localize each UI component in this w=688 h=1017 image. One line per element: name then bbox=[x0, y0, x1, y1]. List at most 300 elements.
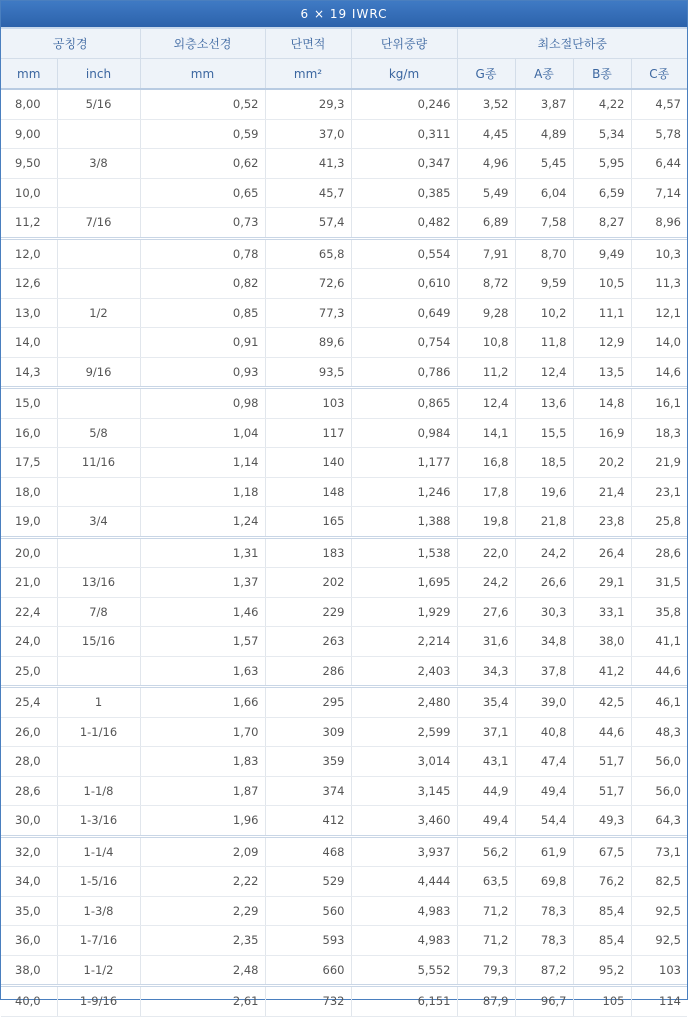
cell-grade-b: 26,4 bbox=[573, 537, 631, 568]
cell-unit-weight: 2,214 bbox=[351, 627, 457, 657]
cell-mm: 20,0 bbox=[1, 537, 57, 568]
cell-section-area: 72,6 bbox=[265, 269, 351, 299]
cell-grade-a: 47,4 bbox=[515, 747, 573, 777]
cell-inch: 1-9/16 bbox=[57, 986, 140, 1017]
table-row bbox=[1, 388, 687, 419]
cell-unit-weight: 2,480 bbox=[351, 687, 457, 718]
cell-inch: 1-3/16 bbox=[57, 806, 140, 837]
cell-inch: 15/16 bbox=[57, 627, 140, 657]
cell-mm: 12,6 bbox=[1, 269, 57, 299]
cell-grade-g: 17,8 bbox=[457, 477, 515, 507]
table-row bbox=[1, 627, 687, 657]
cell-inch bbox=[57, 119, 140, 149]
cell-grade-c: 82,5 bbox=[631, 867, 687, 897]
cell-mm: 24,0 bbox=[1, 627, 57, 657]
cell-grade-b: 67,5 bbox=[573, 836, 631, 867]
table-row bbox=[1, 986, 687, 1017]
cell-section-area: 560 bbox=[265, 896, 351, 926]
cell-grade-a: 11,8 bbox=[515, 328, 573, 358]
table-row bbox=[1, 298, 687, 328]
cell-grade-a: 37,8 bbox=[515, 656, 573, 687]
cell-unit-weight: 1,695 bbox=[351, 568, 457, 598]
cell-unit-weight: 2,599 bbox=[351, 717, 457, 747]
cell-mm: 35,0 bbox=[1, 896, 57, 926]
header-section-area: 단면적 bbox=[265, 29, 351, 59]
cell-grade-a: 78,3 bbox=[515, 896, 573, 926]
cell-grade-g: 16,8 bbox=[457, 448, 515, 478]
cell-grade-b: 13,5 bbox=[573, 357, 631, 388]
unit-area: mm² bbox=[265, 59, 351, 90]
table-row bbox=[1, 448, 687, 478]
unit-wire-mm: mm bbox=[140, 59, 265, 90]
cell-mm: 11,2 bbox=[1, 208, 57, 239]
cell-wire-diameter: 0,91 bbox=[140, 328, 265, 358]
cell-grade-c: 48,3 bbox=[631, 717, 687, 747]
cell-section-area: 37,0 bbox=[265, 119, 351, 149]
cell-mm: 25,0 bbox=[1, 656, 57, 687]
cell-grade-b: 85,4 bbox=[573, 896, 631, 926]
cell-wire-diameter: 1,18 bbox=[140, 477, 265, 507]
cell-grade-a: 5,45 bbox=[515, 149, 573, 179]
cell-section-area: 295 bbox=[265, 687, 351, 718]
cell-mm: 19,0 bbox=[1, 507, 57, 538]
cell-wire-diameter: 1,37 bbox=[140, 568, 265, 598]
cell-wire-diameter: 0,73 bbox=[140, 208, 265, 239]
cell-grade-c: 114 bbox=[631, 986, 687, 1017]
cell-grade-g: 8,72 bbox=[457, 269, 515, 299]
cell-grade-a: 69,8 bbox=[515, 867, 573, 897]
cell-section-area: 732 bbox=[265, 986, 351, 1017]
cell-wire-diameter: 0,93 bbox=[140, 357, 265, 388]
cell-section-area: 468 bbox=[265, 836, 351, 867]
cell-wire-diameter: 0,85 bbox=[140, 298, 265, 328]
cell-unit-weight: 0,246 bbox=[351, 89, 457, 119]
table-row bbox=[1, 597, 687, 627]
unit-grade-g: G종 bbox=[457, 59, 515, 90]
cell-grade-c: 12,1 bbox=[631, 298, 687, 328]
cell-grade-a: 26,6 bbox=[515, 568, 573, 598]
cell-grade-g: 56,2 bbox=[457, 836, 515, 867]
cell-wire-diameter: 0,59 bbox=[140, 119, 265, 149]
cell-grade-b: 11,1 bbox=[573, 298, 631, 328]
cell-grade-c: 14,6 bbox=[631, 357, 687, 388]
cell-section-area: 65,8 bbox=[265, 238, 351, 269]
cell-section-area: 77,3 bbox=[265, 298, 351, 328]
cell-mm: 32,0 bbox=[1, 836, 57, 867]
table-row bbox=[1, 208, 687, 239]
cell-grade-c: 41,1 bbox=[631, 627, 687, 657]
cell-grade-g: 9,28 bbox=[457, 298, 515, 328]
unit-mm: mm bbox=[1, 59, 57, 90]
cell-grade-c: 16,1 bbox=[631, 388, 687, 419]
cell-inch: 7/16 bbox=[57, 208, 140, 239]
cell-wire-diameter: 1,31 bbox=[140, 537, 265, 568]
cell-grade-b: 41,2 bbox=[573, 656, 631, 687]
cell-grade-b: 14,8 bbox=[573, 388, 631, 419]
cell-section-area: 117 bbox=[265, 418, 351, 448]
cell-inch: 1-1/2 bbox=[57, 955, 140, 986]
cell-section-area: 165 bbox=[265, 507, 351, 538]
cell-section-area: 359 bbox=[265, 747, 351, 777]
cell-section-area: 93,5 bbox=[265, 357, 351, 388]
cell-inch: 1-1/8 bbox=[57, 776, 140, 806]
cell-inch: 1-5/16 bbox=[57, 867, 140, 897]
cell-grade-g: 14,1 bbox=[457, 418, 515, 448]
cell-grade-g: 24,2 bbox=[457, 568, 515, 598]
cell-grade-g: 35,4 bbox=[457, 687, 515, 718]
cell-unit-weight: 2,403 bbox=[351, 656, 457, 687]
cell-grade-c: 11,3 bbox=[631, 269, 687, 299]
table-row bbox=[1, 747, 687, 777]
cell-section-area: 183 bbox=[265, 537, 351, 568]
cell-grade-g: 7,91 bbox=[457, 238, 515, 269]
table-row bbox=[1, 89, 687, 119]
cell-mm: 34,0 bbox=[1, 867, 57, 897]
cell-grade-a: 21,8 bbox=[515, 507, 573, 538]
cell-inch: 1-1/4 bbox=[57, 836, 140, 867]
cell-grade-a: 54,4 bbox=[515, 806, 573, 837]
table-title: 6 × 19 IWRC bbox=[1, 1, 687, 29]
cell-inch: 1-3/8 bbox=[57, 896, 140, 926]
cell-wire-diameter: 2,09 bbox=[140, 836, 265, 867]
table-row bbox=[1, 418, 687, 448]
cell-wire-diameter: 1,57 bbox=[140, 627, 265, 657]
cell-unit-weight: 1,388 bbox=[351, 507, 457, 538]
cell-wire-diameter: 1,14 bbox=[140, 448, 265, 478]
cell-unit-weight: 5,552 bbox=[351, 955, 457, 986]
cell-grade-b: 105 bbox=[573, 986, 631, 1017]
cell-grade-a: 10,2 bbox=[515, 298, 573, 328]
table-row bbox=[1, 119, 687, 149]
cell-grade-b: 44,6 bbox=[573, 717, 631, 747]
cell-unit-weight: 3,937 bbox=[351, 836, 457, 867]
cell-section-area: 374 bbox=[265, 776, 351, 806]
cell-wire-diameter: 1,63 bbox=[140, 656, 265, 687]
cell-unit-weight: 0,754 bbox=[351, 328, 457, 358]
cell-mm: 8,00 bbox=[1, 89, 57, 119]
cell-grade-a: 24,2 bbox=[515, 537, 573, 568]
cell-wire-diameter: 1,96 bbox=[140, 806, 265, 837]
cell-grade-b: 8,27 bbox=[573, 208, 631, 239]
cell-grade-a: 6,04 bbox=[515, 178, 573, 208]
cell-section-area: 263 bbox=[265, 627, 351, 657]
table-row bbox=[1, 867, 687, 897]
table-row bbox=[1, 328, 687, 358]
cell-grade-c: 8,96 bbox=[631, 208, 687, 239]
cell-grade-c: 31,5 bbox=[631, 568, 687, 598]
table-row bbox=[1, 656, 687, 687]
cell-grade-b: 42,5 bbox=[573, 687, 631, 718]
cell-grade-g: 3,52 bbox=[457, 89, 515, 119]
cell-section-area: 89,6 bbox=[265, 328, 351, 358]
cell-grade-c: 92,5 bbox=[631, 926, 687, 956]
cell-grade-c: 23,1 bbox=[631, 477, 687, 507]
cell-mm: 10,0 bbox=[1, 178, 57, 208]
cell-grade-c: 92,5 bbox=[631, 896, 687, 926]
cell-grade-c: 21,9 bbox=[631, 448, 687, 478]
cell-inch: 3/4 bbox=[57, 507, 140, 538]
cell-mm: 14,0 bbox=[1, 328, 57, 358]
cell-grade-c: 56,0 bbox=[631, 747, 687, 777]
cell-grade-a: 18,5 bbox=[515, 448, 573, 478]
cell-grade-b: 76,2 bbox=[573, 867, 631, 897]
cell-unit-weight: 3,145 bbox=[351, 776, 457, 806]
table-row bbox=[1, 717, 687, 747]
cell-grade-b: 16,9 bbox=[573, 418, 631, 448]
cell-mm: 9,00 bbox=[1, 119, 57, 149]
cell-grade-b: 21,4 bbox=[573, 477, 631, 507]
table-row bbox=[1, 269, 687, 299]
table-body bbox=[1, 89, 687, 1016]
cell-grade-b: 12,9 bbox=[573, 328, 631, 358]
cell-inch: 13/16 bbox=[57, 568, 140, 598]
cell-grade-a: 4,89 bbox=[515, 119, 573, 149]
cell-mm: 26,0 bbox=[1, 717, 57, 747]
cell-wire-diameter: 2,35 bbox=[140, 926, 265, 956]
wire-rope-spec-table bbox=[1, 29, 687, 1017]
cell-wire-diameter: 1,83 bbox=[140, 747, 265, 777]
cell-grade-c: 10,3 bbox=[631, 238, 687, 269]
cell-unit-weight: 4,444 bbox=[351, 867, 457, 897]
cell-grade-g: 19,8 bbox=[457, 507, 515, 538]
cell-section-area: 202 bbox=[265, 568, 351, 598]
cell-section-area: 660 bbox=[265, 955, 351, 986]
cell-wire-diameter: 1,70 bbox=[140, 717, 265, 747]
cell-inch bbox=[57, 238, 140, 269]
table-row bbox=[1, 926, 687, 956]
cell-mm: 21,0 bbox=[1, 568, 57, 598]
table-row bbox=[1, 687, 687, 718]
cell-inch bbox=[57, 747, 140, 777]
cell-wire-diameter: 0,62 bbox=[140, 149, 265, 179]
cell-grade-g: 12,4 bbox=[457, 388, 515, 419]
cell-inch: 5/8 bbox=[57, 418, 140, 448]
table-row bbox=[1, 568, 687, 598]
cell-grade-a: 9,59 bbox=[515, 269, 573, 299]
cell-section-area: 29,3 bbox=[265, 89, 351, 119]
unit-weight: kg/m bbox=[351, 59, 457, 90]
cell-grade-b: 51,7 bbox=[573, 747, 631, 777]
cell-grade-b: 51,7 bbox=[573, 776, 631, 806]
cell-section-area: 41,3 bbox=[265, 149, 351, 179]
cell-grade-c: 14,0 bbox=[631, 328, 687, 358]
cell-wire-diameter: 1,66 bbox=[140, 687, 265, 718]
cell-inch: 1-7/16 bbox=[57, 926, 140, 956]
cell-mm: 16,0 bbox=[1, 418, 57, 448]
cell-mm: 38,0 bbox=[1, 955, 57, 986]
cell-inch bbox=[57, 477, 140, 507]
cell-grade-a: 87,2 bbox=[515, 955, 573, 986]
cell-grade-g: 31,6 bbox=[457, 627, 515, 657]
table-row bbox=[1, 896, 687, 926]
cell-unit-weight: 4,983 bbox=[351, 896, 457, 926]
cell-wire-diameter: 1,87 bbox=[140, 776, 265, 806]
cell-grade-a: 96,7 bbox=[515, 986, 573, 1017]
cell-inch: 9/16 bbox=[57, 357, 140, 388]
cell-inch bbox=[57, 269, 140, 299]
cell-grade-b: 33,1 bbox=[573, 597, 631, 627]
cell-mm: 15,0 bbox=[1, 388, 57, 419]
cell-wire-diameter: 1,04 bbox=[140, 418, 265, 448]
table-row bbox=[1, 238, 687, 269]
cell-unit-weight: 0,649 bbox=[351, 298, 457, 328]
cell-grade-c: 73,1 bbox=[631, 836, 687, 867]
cell-unit-weight: 0,865 bbox=[351, 388, 457, 419]
cell-grade-b: 20,2 bbox=[573, 448, 631, 478]
cell-wire-diameter: 1,24 bbox=[140, 507, 265, 538]
table-row bbox=[1, 955, 687, 986]
cell-grade-g: 34,3 bbox=[457, 656, 515, 687]
cell-grade-c: 103 bbox=[631, 955, 687, 986]
unit-grade-c: C종 bbox=[631, 59, 687, 90]
cell-grade-g: 87,9 bbox=[457, 986, 515, 1017]
table-row bbox=[1, 806, 687, 837]
cell-wire-diameter: 0,82 bbox=[140, 269, 265, 299]
cell-wire-diameter: 0,65 bbox=[140, 178, 265, 208]
cell-grade-c: 46,1 bbox=[631, 687, 687, 718]
cell-mm: 36,0 bbox=[1, 926, 57, 956]
cell-mm: 25,4 bbox=[1, 687, 57, 718]
cell-grade-c: 5,78 bbox=[631, 119, 687, 149]
cell-section-area: 229 bbox=[265, 597, 351, 627]
cell-grade-a: 19,6 bbox=[515, 477, 573, 507]
cell-section-area: 529 bbox=[265, 867, 351, 897]
cell-grade-b: 29,1 bbox=[573, 568, 631, 598]
header-min-breaking-load: 최소절단하중 bbox=[457, 29, 687, 59]
cell-grade-a: 8,70 bbox=[515, 238, 573, 269]
cell-grade-g: 71,2 bbox=[457, 926, 515, 956]
cell-grade-g: 44,9 bbox=[457, 776, 515, 806]
unit-grade-a: A종 bbox=[515, 59, 573, 90]
cell-unit-weight: 3,014 bbox=[351, 747, 457, 777]
cell-grade-a: 49,4 bbox=[515, 776, 573, 806]
table-row bbox=[1, 537, 687, 568]
cell-grade-a: 30,3 bbox=[515, 597, 573, 627]
cell-wire-diameter: 2,22 bbox=[140, 867, 265, 897]
cell-inch bbox=[57, 537, 140, 568]
cell-grade-a: 78,3 bbox=[515, 926, 573, 956]
header-outer-wire-diameter: 외층소선경 bbox=[140, 29, 265, 59]
cell-grade-g: 5,49 bbox=[457, 178, 515, 208]
cell-section-area: 309 bbox=[265, 717, 351, 747]
table-row bbox=[1, 776, 687, 806]
cell-grade-a: 34,8 bbox=[515, 627, 573, 657]
cell-unit-weight: 0,385 bbox=[351, 178, 457, 208]
cell-inch: 11/16 bbox=[57, 448, 140, 478]
cell-grade-g: 22,0 bbox=[457, 537, 515, 568]
cell-section-area: 412 bbox=[265, 806, 351, 837]
cell-grade-a: 12,4 bbox=[515, 357, 573, 388]
cell-unit-weight: 4,983 bbox=[351, 926, 457, 956]
table-row bbox=[1, 477, 687, 507]
cell-grade-g: 79,3 bbox=[457, 955, 515, 986]
cell-mm: 18,0 bbox=[1, 477, 57, 507]
cell-grade-g: 43,1 bbox=[457, 747, 515, 777]
cell-grade-a: 39,0 bbox=[515, 687, 573, 718]
cell-unit-weight: 1,246 bbox=[351, 477, 457, 507]
cell-grade-a: 7,58 bbox=[515, 208, 573, 239]
cell-mm: 9,50 bbox=[1, 149, 57, 179]
cell-wire-diameter: 0,52 bbox=[140, 89, 265, 119]
unit-grade-b: B종 bbox=[573, 59, 631, 90]
cell-section-area: 45,7 bbox=[265, 178, 351, 208]
cell-grade-g: 6,89 bbox=[457, 208, 515, 239]
cell-unit-weight: 3,460 bbox=[351, 806, 457, 837]
cell-wire-diameter: 0,78 bbox=[140, 238, 265, 269]
cell-wire-diameter: 1,46 bbox=[140, 597, 265, 627]
cell-wire-diameter: 0,98 bbox=[140, 388, 265, 419]
cell-grade-g: 27,6 bbox=[457, 597, 515, 627]
cell-grade-b: 85,4 bbox=[573, 926, 631, 956]
cell-grade-g: 63,5 bbox=[457, 867, 515, 897]
cell-mm: 30,0 bbox=[1, 806, 57, 837]
table-row bbox=[1, 357, 687, 388]
cell-grade-c: 18,3 bbox=[631, 418, 687, 448]
cell-grade-g: 10,8 bbox=[457, 328, 515, 358]
cell-unit-weight: 0,347 bbox=[351, 149, 457, 179]
cell-inch: 1 bbox=[57, 687, 140, 718]
table-row bbox=[1, 149, 687, 179]
cell-inch: 1-1/16 bbox=[57, 717, 140, 747]
cell-grade-b: 38,0 bbox=[573, 627, 631, 657]
unit-inch: inch bbox=[57, 59, 140, 90]
cell-grade-b: 95,2 bbox=[573, 955, 631, 986]
cell-grade-b: 49,3 bbox=[573, 806, 631, 837]
cell-grade-a: 3,87 bbox=[515, 89, 573, 119]
cell-mm: 12,0 bbox=[1, 238, 57, 269]
header-unit-weight: 단위중량 bbox=[351, 29, 457, 59]
cell-mm: 22,4 bbox=[1, 597, 57, 627]
cell-grade-c: 44,6 bbox=[631, 656, 687, 687]
cell-inch: 1/2 bbox=[57, 298, 140, 328]
cell-unit-weight: 0,610 bbox=[351, 269, 457, 299]
cell-grade-c: 7,14 bbox=[631, 178, 687, 208]
cell-mm: 28,0 bbox=[1, 747, 57, 777]
cell-section-area: 286 bbox=[265, 656, 351, 687]
cell-grade-b: 5,34 bbox=[573, 119, 631, 149]
cell-inch bbox=[57, 178, 140, 208]
cell-grade-a: 40,8 bbox=[515, 717, 573, 747]
cell-grade-a: 61,9 bbox=[515, 836, 573, 867]
table-row bbox=[1, 178, 687, 208]
cell-section-area: 103 bbox=[265, 388, 351, 419]
cell-mm: 28,6 bbox=[1, 776, 57, 806]
cell-grade-c: 25,8 bbox=[631, 507, 687, 538]
cell-inch: 7/8 bbox=[57, 597, 140, 627]
cell-section-area: 57,4 bbox=[265, 208, 351, 239]
cell-grade-c: 6,44 bbox=[631, 149, 687, 179]
cell-unit-weight: 0,311 bbox=[351, 119, 457, 149]
cell-unit-weight: 0,984 bbox=[351, 418, 457, 448]
cell-grade-b: 5,95 bbox=[573, 149, 631, 179]
cell-mm: 40,0 bbox=[1, 986, 57, 1017]
cell-section-area: 148 bbox=[265, 477, 351, 507]
cell-grade-b: 10,5 bbox=[573, 269, 631, 299]
cell-inch bbox=[57, 328, 140, 358]
cell-grade-c: 64,3 bbox=[631, 806, 687, 837]
cell-grade-g: 4,45 bbox=[457, 119, 515, 149]
cell-section-area: 140 bbox=[265, 448, 351, 478]
cell-inch: 3/8 bbox=[57, 149, 140, 179]
cell-unit-weight: 0,554 bbox=[351, 238, 457, 269]
cell-grade-g: 49,4 bbox=[457, 806, 515, 837]
cell-wire-diameter: 2,61 bbox=[140, 986, 265, 1017]
cell-grade-g: 71,2 bbox=[457, 896, 515, 926]
table-row bbox=[1, 507, 687, 538]
cell-grade-a: 15,5 bbox=[515, 418, 573, 448]
cell-wire-diameter: 2,48 bbox=[140, 955, 265, 986]
header-nominal-diameter: 공칭경 bbox=[1, 29, 140, 59]
